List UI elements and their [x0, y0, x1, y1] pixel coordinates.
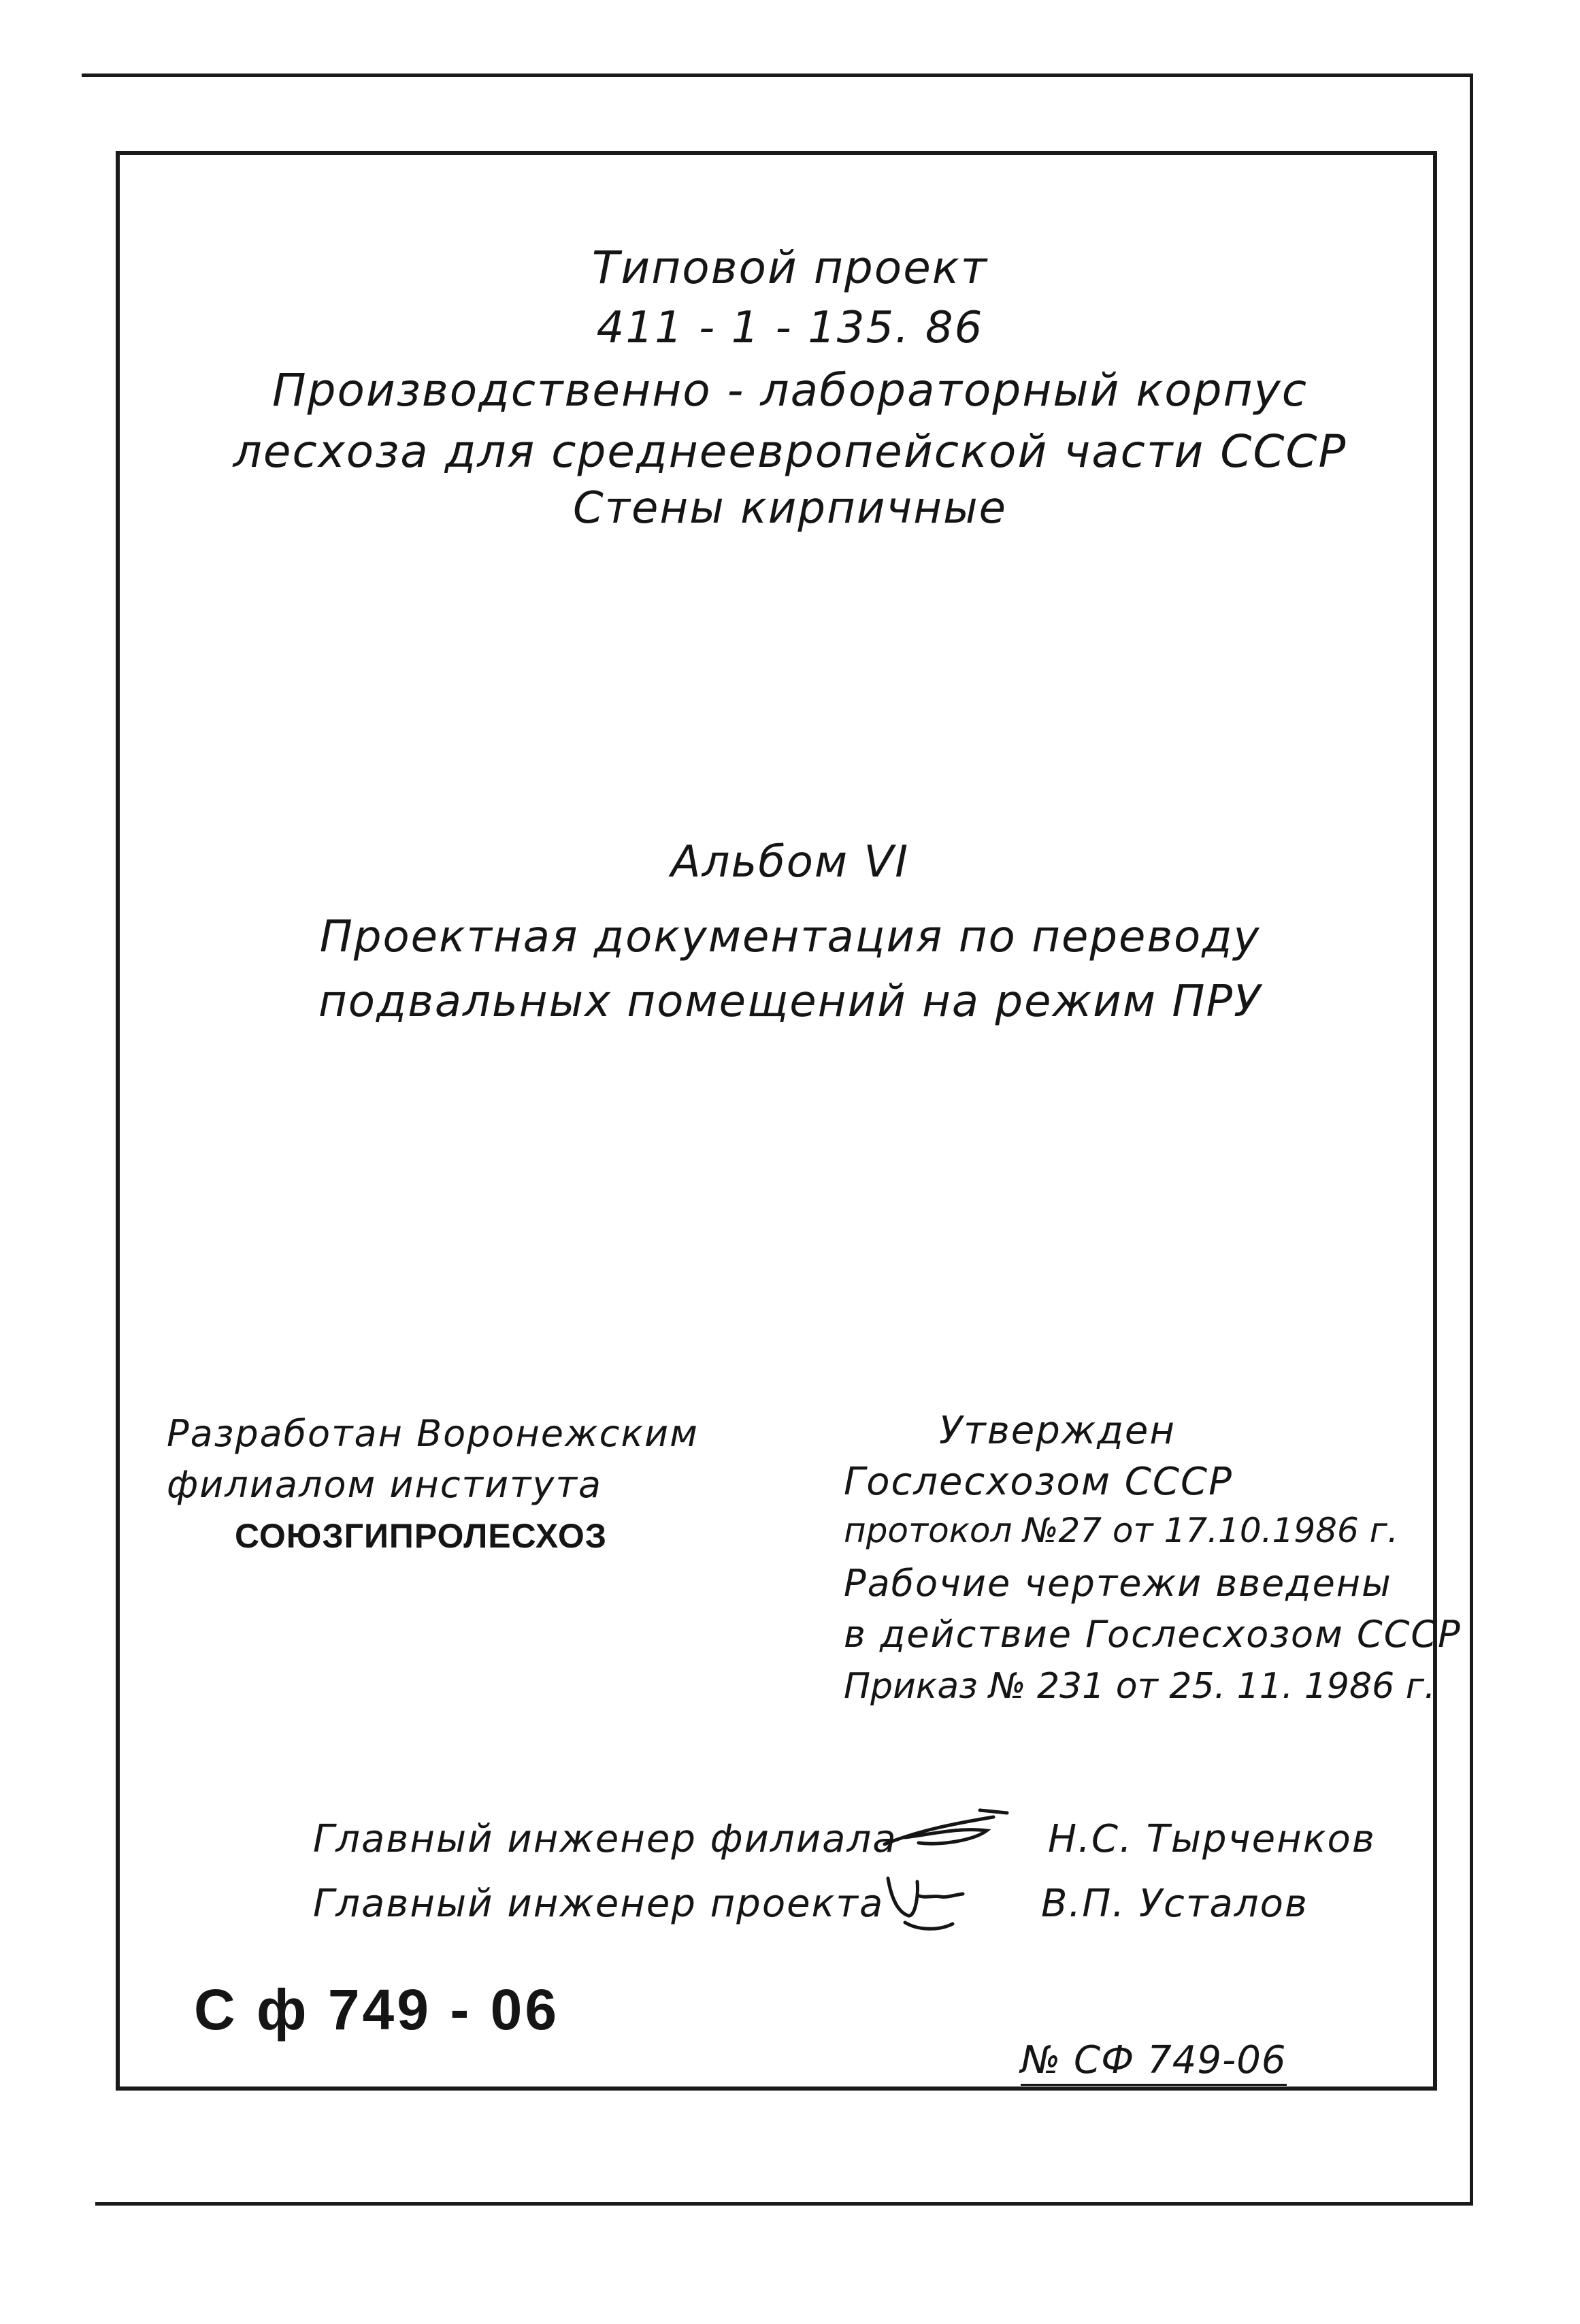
project-subtitle: лесхоза для среднеевропейской части СССР: [233, 425, 1347, 478]
developer-institute: СОЮЗГИПРОЛЕСХОЗ: [235, 1517, 608, 1555]
album-number: Альбом VI: [670, 837, 910, 887]
signature-mark-project: [878, 1868, 973, 1936]
project-number: 411 - 1 - 135. 86: [596, 303, 984, 353]
stamp-code: С ф 749 - 06: [194, 1978, 560, 2042]
bottom-border-line: [95, 2202, 1473, 2206]
album-description-line1: Проектная документация по переводу: [319, 912, 1261, 962]
project-walls: Стены кирпичные: [573, 483, 1007, 534]
approval-line4: Рабочие чертежи введены: [844, 1562, 1392, 1605]
approval-line5: в действие Гослесхозом СССР: [844, 1613, 1462, 1656]
signature-name-branch: Н.С. Тырченков: [1048, 1817, 1376, 1861]
project-title: Производственно - лабораторный корпус: [271, 364, 1309, 416]
developer-line2: филиалом института: [167, 1463, 603, 1506]
handwritten-code: № СФ 749-06: [1021, 2038, 1287, 2086]
signature-role-branch: Главный инженер филиала: [313, 1817, 898, 1861]
signature-mark-branch: [878, 1803, 1014, 1858]
approval-line1: Утвержден: [939, 1409, 1176, 1453]
top-border-line: [82, 73, 1473, 77]
approval-line2: Гослесхозом СССР: [844, 1460, 1233, 1504]
project-type: Типовой проект: [591, 242, 989, 294]
signature-role-project: Главный инженер проекта: [313, 1882, 885, 1926]
approval-order: Приказ № 231 от 25. 11. 1986 г.: [844, 1666, 1436, 1707]
developer-line1: Разработан Воронежским: [167, 1412, 699, 1455]
approval-protocol: протокол №27 от 17.10.1986 г.: [844, 1511, 1398, 1550]
album-description-line2: подвальных помещений на режим ПРУ: [318, 977, 1262, 1027]
signature-name-project: В.П. Усталов: [1041, 1882, 1309, 1926]
